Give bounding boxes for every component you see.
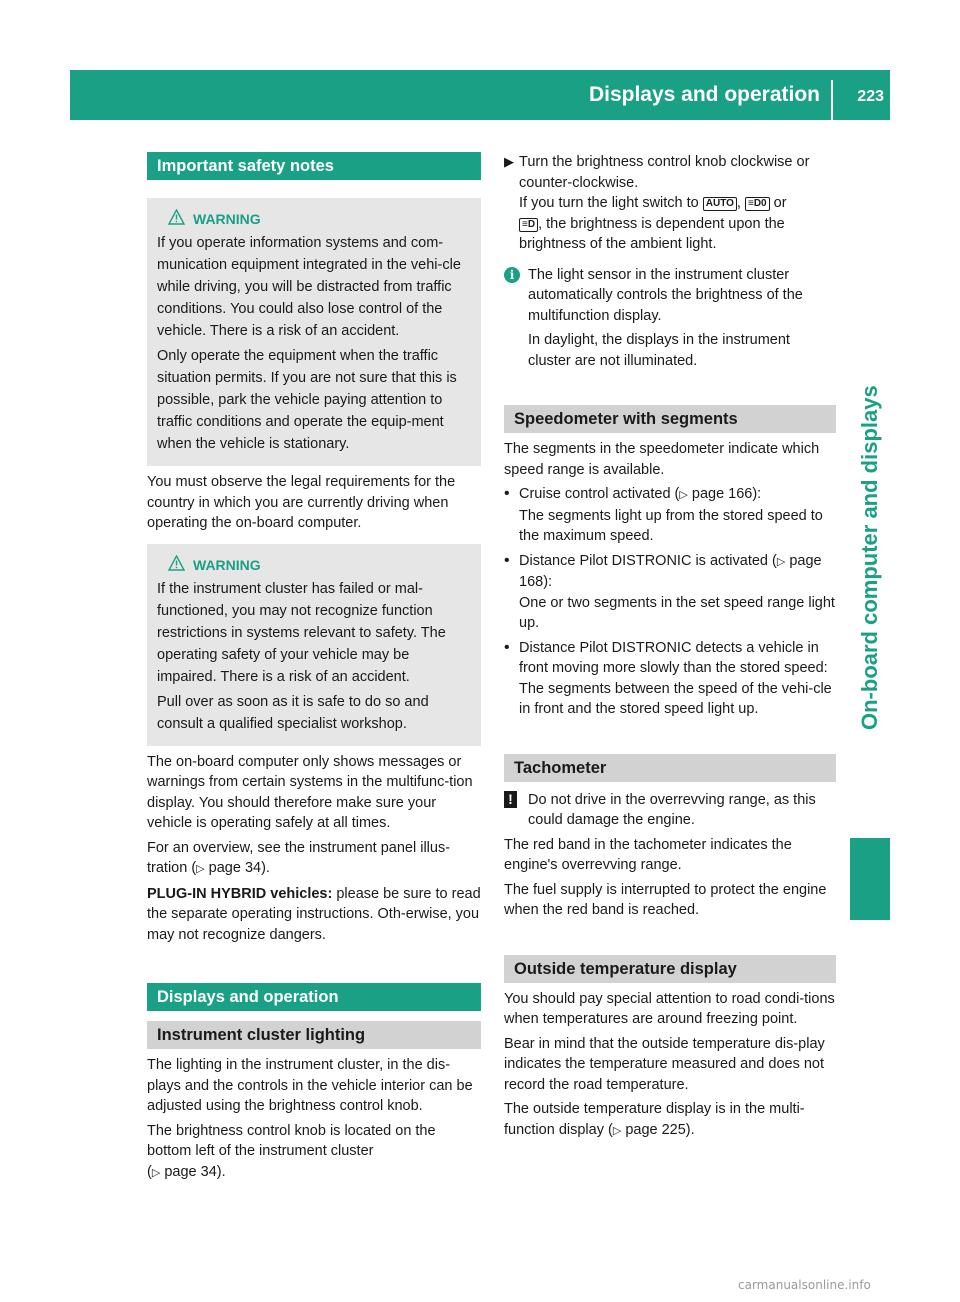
list-item-text (519, 484, 836, 506)
list-item (504, 551, 836, 634)
chapter-title: Displays and operation (588, 83, 820, 106)
paragraph-tacho: The fuel supply is interrupted to protect the engine when the red band is reached. (504, 881, 827, 918)
plugin-text: please be sure to read the separate operating instructions. Oth-erwise, you may not recognize dangers. (147, 885, 481, 943)
side-tab-marker (850, 838, 890, 920)
exclamation-icon: ! (504, 791, 517, 808)
side-tab (850, 140, 890, 730)
watermark: carmanualsonline.info (738, 1278, 871, 1292)
paragraph-tacho: The red band in the tachometer indicates the engine's overrevving range. (504, 836, 792, 873)
warning-box-1 (147, 198, 481, 466)
auto-light-key-icon: AUTO (703, 197, 737, 211)
page-ref-arrow-icon: ▷ (151, 1166, 161, 1179)
warning-triangle-icon (168, 209, 185, 225)
section-heading-displays: Displays and operation (147, 983, 481, 1011)
page-ref-arrow-icon: ▷ (679, 489, 688, 501)
warning-heading (157, 210, 471, 232)
warning-heading (157, 556, 471, 578)
page-ref-arrow-icon: ▷ (612, 1124, 622, 1137)
low-beam-key-icon: ≡D (519, 218, 538, 232)
left-column (147, 152, 481, 1187)
info-icon: i (504, 267, 520, 283)
page-ref-arrow-icon: ▷ (776, 555, 786, 568)
warning-label: WARNING (193, 211, 261, 227)
step-detail (519, 193, 836, 255)
paragraph-temp: You should pay special attention to road condi-tions when temperatures are around freezing point. (504, 990, 835, 1027)
caution-note (504, 790, 836, 831)
warning-text: If you operate information systems and com-munication equipment integrated in the vehi-cle while driving, you will be distracted from traffic conditions. You could also lose control of the vehicle. There is a risk of an accident. (157, 235, 461, 339)
paragraph-plugin (147, 884, 481, 946)
paragraph-speedo-intro: The segments in the speedometer indicate which speed range is available. (504, 441, 820, 478)
separator: , (736, 195, 745, 211)
subsection-heading-speedometer: Speedometer with segments (504, 405, 836, 433)
list-item-detail: One or two segments in the set speed range light up. (519, 594, 835, 631)
side-tab-label: On-board computer and displays (857, 385, 882, 730)
paragraph-temp: Bear in mind that the outside temperature dis-play indicates the temperature measured and does not record the road temperature. (504, 1035, 825, 1093)
list-item (504, 484, 836, 547)
paragraph-overview (147, 838, 481, 880)
subsection-heading-tachometer: Tachometer (504, 754, 836, 782)
list-item-lead: Distance Pilot DISTRONIC is activated ( (519, 552, 777, 569)
knob-text: The brightness control knob is located on the bottom left of the instrument cluster (147, 1122, 436, 1159)
step-detail-text: , the brightness is dependent upon the brightness of the ambient light. (519, 215, 785, 252)
paragraph-onboard: The on-board computer only shows messages or warnings from certain systems in the multifunc-tion display. You should therefore make sure your vehicle is operating safely at all times. (147, 753, 473, 831)
info-text: The light sensor in the instrument cluster automatically controls the brightness of the multifunction display. (528, 266, 803, 324)
page-ref[interactable]: page 166): (691, 486, 762, 502)
list-item-detail: The segments light up from the stored speed to the maximum speed. (519, 507, 823, 544)
list-item-text: • Distance Pilot DISTRONIC detects a vehicle in front moving more slowly than the stored speed: (519, 639, 828, 676)
or-text: or (769, 195, 787, 211)
list-item-text (519, 551, 836, 593)
section-heading-safety: Important safety notes (147, 152, 481, 180)
list-item-lead: Cruise control activated ( (519, 486, 680, 502)
plugin-label: PLUG-IN HYBRID vehicles: (147, 885, 333, 902)
list-item (504, 638, 836, 720)
temp-text: The outside temperature display is in the multi-function display ( (504, 1101, 805, 1138)
step-detail-text: If you turn the light switch to (519, 195, 703, 211)
header-divider (831, 80, 833, 120)
paragraph-lighting: The lighting in the instrument cluster, in the dis-plays and the controls in the vehicle interior can be adjusted using the brightness control knob. (147, 1057, 473, 1114)
page-ref[interactable]: page 168): (519, 552, 822, 590)
page-header (70, 70, 890, 120)
page-ref[interactable]: page 34). (208, 860, 270, 876)
warning-label: WARNING (193, 556, 261, 573)
warning-text: Pull over as soon as it is safe to do so and consult a qualified specialist workshop. (157, 693, 429, 732)
parking-light-key-icon: ≡D0 (745, 197, 770, 211)
paragraph-temp (504, 1099, 836, 1141)
subsection-heading-lighting: Instrument cluster lighting (147, 1021, 481, 1049)
warning-box-2 (147, 544, 481, 746)
right-column (504, 152, 836, 1145)
list-item-detail: The segments between the speed of the vehi-cle in front and the stored speed light up. (519, 680, 832, 717)
caution-text: Do not drive in the overrevving range, as this could damage the engine. (528, 791, 816, 828)
paragraph-knob: The brightness control knob is located on the bottom left of the instrument cluster (▷ page 34). (147, 1122, 436, 1180)
page-number: 223 (857, 88, 884, 105)
info-text: In daylight, the displays in the instrument cluster are not illuminated. (528, 332, 790, 369)
step-item (504, 152, 836, 255)
step-arrow-icon: ▶ (504, 154, 514, 169)
warning-triangle-icon (168, 555, 185, 571)
page-ref-arrow-icon: ▷ (196, 863, 205, 875)
warning-text: If the instrument cluster has failed or mal-functioned, you may not recognize function restrictions in systems relevant to safety. The operating safety of your vehicle may be impaired. There is a risk of an accident. (157, 580, 446, 685)
paragraph-legal: You must observe the legal requirements for the country in which you are currently driving when operating the on-board computer. (147, 474, 456, 531)
subsection-heading-temperature: Outside temperature display (504, 955, 836, 983)
step-text: Turn the brightness control knob clockwise or counter-clockwise. (519, 154, 810, 191)
info-note (504, 265, 836, 372)
warning-text: Only operate the equipment when the traffic situation permits. If you are not sure that this is possible, park the vehicle paying attention to traffic conditions and operate the equip-ment when the vehicle is stationary. (157, 348, 457, 452)
overview-text: For an overview, see the instrument panel illus-tration ( (147, 839, 451, 876)
page-ref[interactable]: page 225). (625, 1121, 695, 1138)
page-ref[interactable]: page 34). (164, 1163, 226, 1180)
